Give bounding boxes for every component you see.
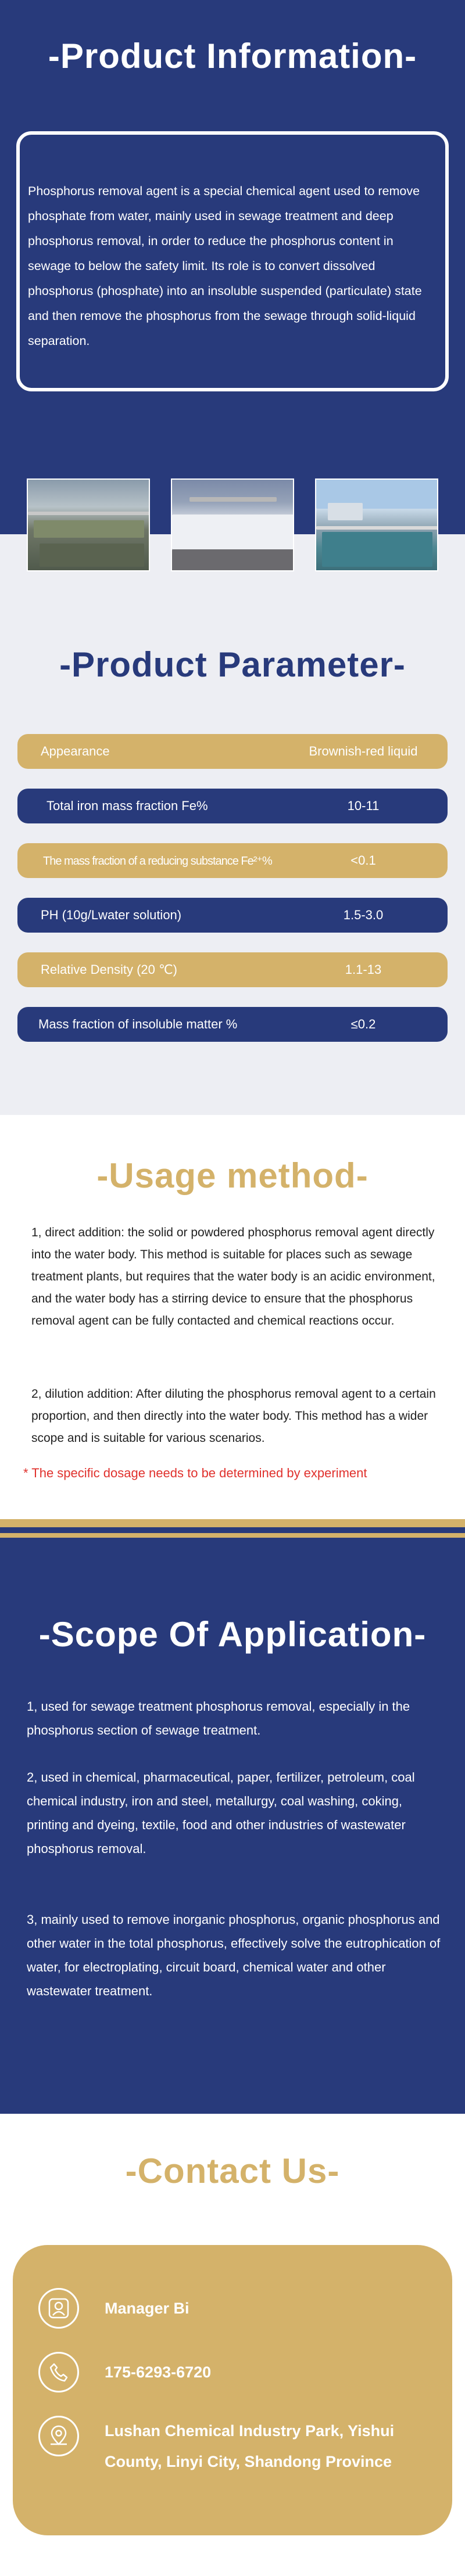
- parameter-label: PH (10g/Lwater solution): [41, 908, 182, 922]
- parameter-value: ≤0.2: [350, 1017, 376, 1031]
- phone-icon: [38, 2352, 79, 2392]
- sewage-tank-photo: [27, 478, 150, 571]
- usage-method-section: [0, 1115, 465, 1533]
- parameter-row-appearance: [17, 734, 448, 769]
- location-icon: [38, 2416, 79, 2456]
- parameter-row-reducing-substance: [17, 843, 448, 878]
- contact-phone[interactable]: 175-6293-6720: [105, 2363, 212, 2381]
- gold-divider-stripe: [0, 1533, 465, 1538]
- contact-address: Lushan Chemical Industry Park, Yishui County, Linyi City, Shandong Province: [105, 2422, 395, 2470]
- parameter-label: The mass fraction of a reducing substance Fe²⁺%: [43, 854, 272, 868]
- product-description-text: Phosphorus removal agent is a special chemical agent used to remove phosphate from water, mainly used in sewage treatment and deep phosphorus removal, in order to reduce the phosphorus content in sewage to below the safety limit. Its role is to convert dissolved phosphorus (phosphate) into an insoluble suspended (particulate) state and then remove the phosphorus from the sewage through solid-liquid separation.: [28, 184, 422, 348]
- parameter-value: 10-11: [347, 798, 380, 813]
- contact-name: Manager Bi: [105, 2300, 189, 2317]
- parameter-value: <0.1: [350, 853, 376, 868]
- contact-phone-item[interactable]: [38, 2352, 419, 2392]
- scope-paragraph-phosphorus-removal: 3, mainly used to remove inorganic phosphorus, organic phosphorus and other water in the total phosphorus, effectively solve the eutrophication of water, for electroplating, circuit board, chemical water and other wastewater treatment.: [27, 1912, 441, 1998]
- parameter-row-ph: [17, 898, 448, 933]
- photo-gallery: [27, 478, 438, 571]
- usage-paragraph-direct-addition: 1, direct addition: the solid or powdered phosphorus removal agent directly into the water body. This method is suitable for places such as sewage treatment plants, but requires that the water body is an acidic environment, and the water body has a stirring device to ensure that the phosphorus removal agent can be fully contacted and chemical reactions occur.: [31, 1226, 435, 1327]
- navy-divider-stripe: [0, 1527, 465, 1533]
- product-description-box: [16, 131, 449, 391]
- usage-paragraph-dilution-addition: 2, dilution addition: After diluting the phosphorus removal agent to a certain proportion, and then directly into the water body. This method has a wider scope and is suitable for various scenarios.: [31, 1387, 436, 1445]
- parameter-label: Appearance: [41, 744, 110, 758]
- product-information-section: [0, 0, 465, 581]
- parameter-label: Relative Density (20 ℃): [41, 962, 178, 977]
- scope-paragraph-sewage: 1, used for sewage treatment phosphorus removal, especially in the phosphorus section of sewage treatment.: [27, 1699, 410, 1737]
- user-icon: [38, 2288, 79, 2329]
- parameter-value: 1.1-13: [345, 962, 382, 977]
- scope-of-application-title: -Scope Of Application-: [38, 1615, 427, 1654]
- scope-paragraph-industries: 2, used in chemical, pharmaceutical, paper, fertilizer, petroleum, coal chemical industry, iron and steel, metallurgy, coal washing, coking, printing and dyeing, textile, food and other industries of wastewater phosphorus removal.: [27, 1770, 415, 1856]
- parameter-row-relative-density: [17, 952, 448, 987]
- product-information-title: -Product Information-: [48, 37, 417, 75]
- product-parameter-section: [0, 581, 465, 1115]
- parameter-value: Brownish-red liquid: [309, 744, 418, 758]
- parameter-row-insoluble-matter: [17, 1007, 448, 1042]
- aeration-tank-photo: [171, 478, 294, 571]
- product-parameter-title: -Product Parameter-: [59, 645, 406, 684]
- parameter-label: Mass fraction of insoluble matter %: [38, 1017, 238, 1031]
- contact-us-title: -Contact Us-: [125, 2152, 340, 2190]
- treatment-plant-photo: [315, 478, 438, 571]
- dosage-note: * The specific dosage needs to be determined by experiment: [23, 1466, 367, 1480]
- gold-divider-stripe: [0, 1519, 465, 1527]
- contact-address-item: [38, 2416, 419, 2477]
- parameter-row-total-iron: [17, 789, 448, 823]
- parameter-label: Total iron mass fraction Fe%: [46, 798, 208, 813]
- contact-name-item: [38, 2288, 419, 2329]
- usage-method-title: -Usage method-: [96, 1156, 369, 1195]
- contact-us-section: [0, 2114, 465, 2576]
- parameter-value: 1.5-3.0: [343, 908, 384, 922]
- scope-of-application-section: [0, 1533, 465, 2114]
- contact-card: [13, 2245, 452, 2535]
